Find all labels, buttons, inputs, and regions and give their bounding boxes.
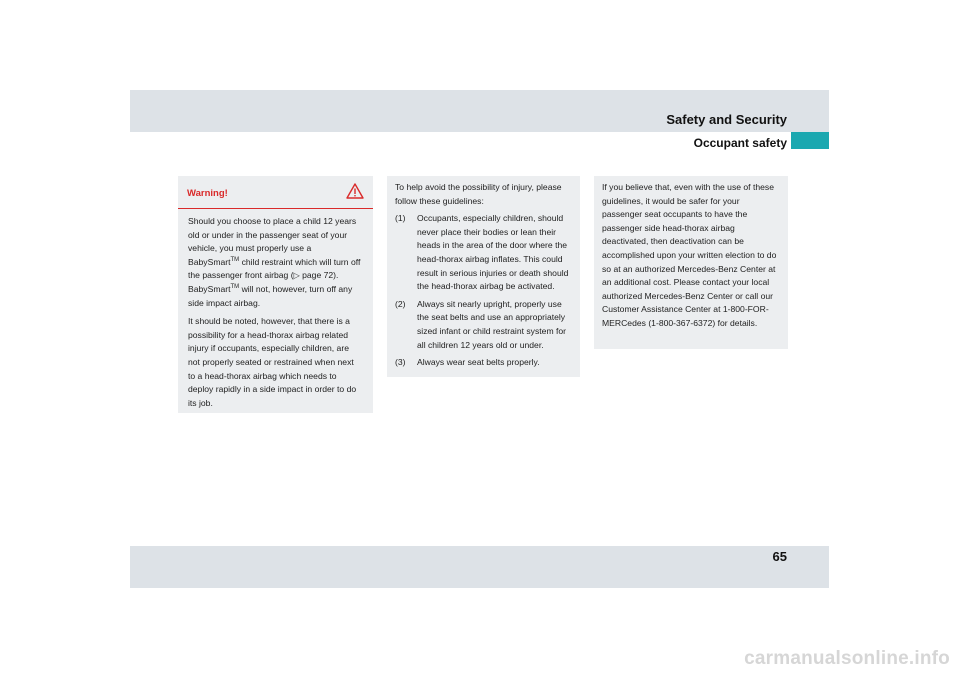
- list-item: [395, 356, 572, 370]
- warning-box: [178, 176, 373, 413]
- deactivation-box: [594, 176, 788, 349]
- warning-triangle-icon: [346, 183, 364, 199]
- page-number: 65: [772, 549, 787, 564]
- deactivation-text: If you believe that, even with the use of these guidelines, it would be safer for your passenger seat occupants to have the passenger side head-thorax airbag deactivated, then deactivation can be accomplished upon your written election to do so at an authorized Mercedes-Benz Center at an additional cost. Please contact your local authorized Mercedes-Benz Center or call our Customer Assistance Center at 1-800-FOR-MERCedes (1-800-367-6372) for details.: [602, 182, 777, 328]
- list-item: [395, 212, 572, 294]
- guidelines-box: [387, 176, 580, 377]
- watermark-logo: carmanualsonline.info: [744, 648, 950, 669]
- list-number: (1): [395, 213, 406, 224]
- guidelines-intro: To help avoid the possibility of injury, please follow these guidelines:: [395, 182, 562, 206]
- page-ref-arrow-icon: ▷: [293, 271, 300, 281]
- warning-paragraph-1: Should you choose to place a child 12 years old or under in the passenger seat of your vehicle, you must properly use a BabySmart™ child restraint which will turn off the passenger front airbag (▷ page 72). BabySmart™ will not, however, turn off any side impact airbag.: [188, 216, 361, 308]
- list-text: Always wear seat belts properly.: [417, 357, 540, 368]
- section-subtitle: Occupant safety: [693, 136, 787, 150]
- section-tab-marker: [791, 132, 829, 149]
- section-title: Safety and Security: [666, 112, 787, 127]
- warning-header: [178, 176, 373, 209]
- list-item: [395, 298, 572, 352]
- list-number: (2): [395, 298, 406, 309]
- list-number: (3): [395, 357, 406, 368]
- footer-band: [130, 546, 829, 588]
- list-text: Occupants, especially children, should never place their bodies or lean their heads in the area of the door where the head-thorax airbag inflates. This could result in serious injuries or death should the head-thorax airbag be activated.: [417, 213, 569, 292]
- list-text: Always sit nearly upright, properly use the seat belts and use an appropriately sized infant or child restraint system for all children 12 years old or under.: [417, 298, 567, 350]
- warning-paragraph-2: It should be noted, however, that there is a possibility for a head-thorax airbag related injury if occupants, especially children, are not properly seated or restrained when next to a head-thorax airbag which needs to deploy rapidly in a side impact in order to do its job.: [188, 316, 357, 408]
- warning-title: Warning!: [187, 188, 228, 199]
